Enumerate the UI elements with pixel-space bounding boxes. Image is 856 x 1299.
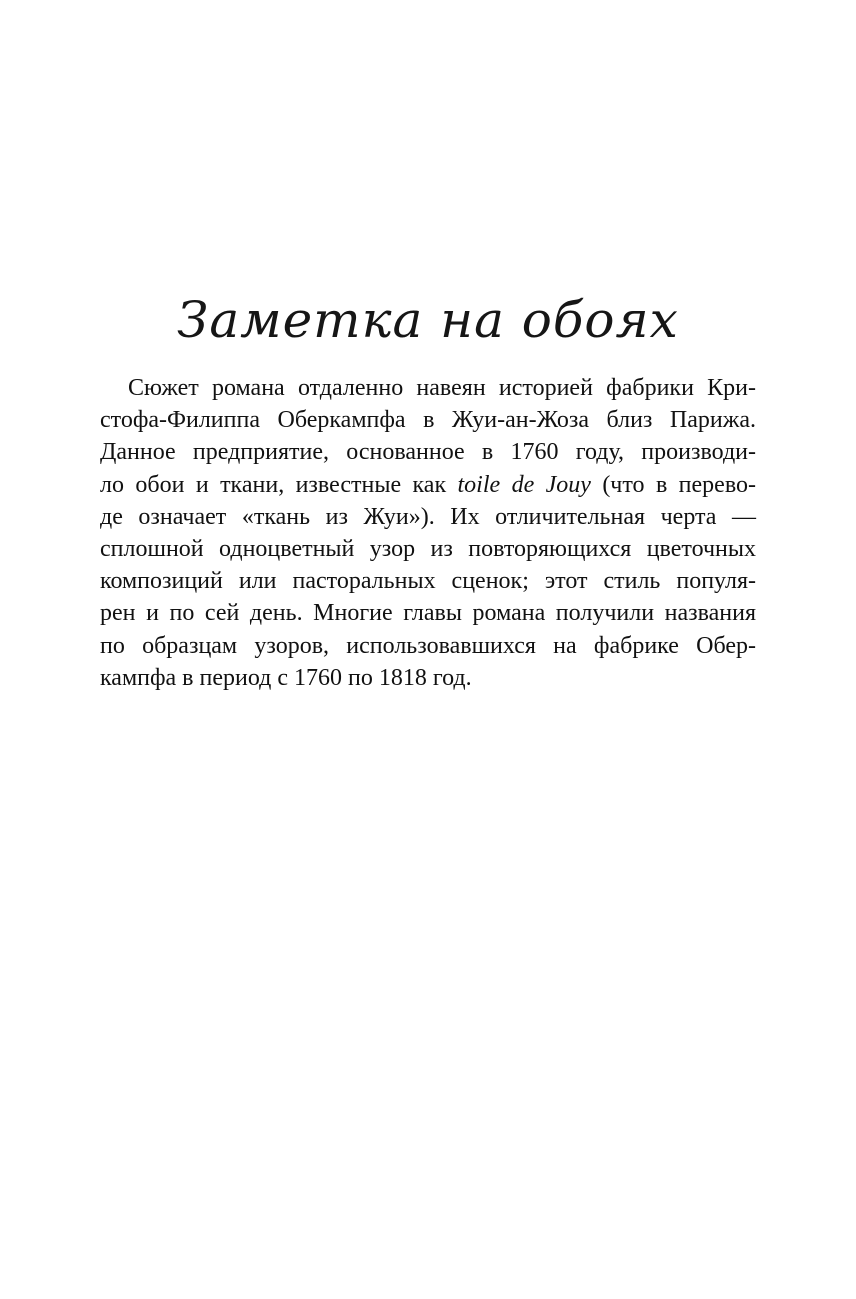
- paragraph-line: сплошной одноцветный узор из повторяющихся цветочных: [100, 535, 756, 562]
- paragraph-line: стофа-Филиппа Оберкампфа в Жуи-ан-Жоза близ Парижа.: [100, 407, 756, 434]
- paragraph-line: де означает «ткань из Жуи»). Их отличительная черта —: [100, 503, 756, 530]
- line-text-after: (что в перево-: [590, 471, 756, 498]
- paragraph-line: рен и по сей день. Многие главы романа получили названия: [100, 600, 756, 627]
- paragraph-line: кампфа в период с 1760 по 1818 год.: [100, 664, 472, 691]
- paragraph-line: композиций или пасторальных сценок; этот стиль популя-: [100, 568, 756, 595]
- body-paragraph: [100, 372, 756, 694]
- line-text-before: ло обои и ткани, известные как: [100, 471, 458, 498]
- paragraph-line: по образцам узоров, использовавшихся на фабрике Обер-: [100, 632, 756, 659]
- chapter-title: Заметка на обоях: [177, 291, 679, 349]
- italic-term: toile de Jouy: [457, 471, 591, 498]
- paragraph-line: [100, 469, 756, 501]
- paragraph-line: Данное предприятие, основанное в 1760 году, производи-: [100, 439, 756, 466]
- paragraph-line: Сюжет романа отдаленно навеян историей фабрики Кри-: [128, 375, 756, 401]
